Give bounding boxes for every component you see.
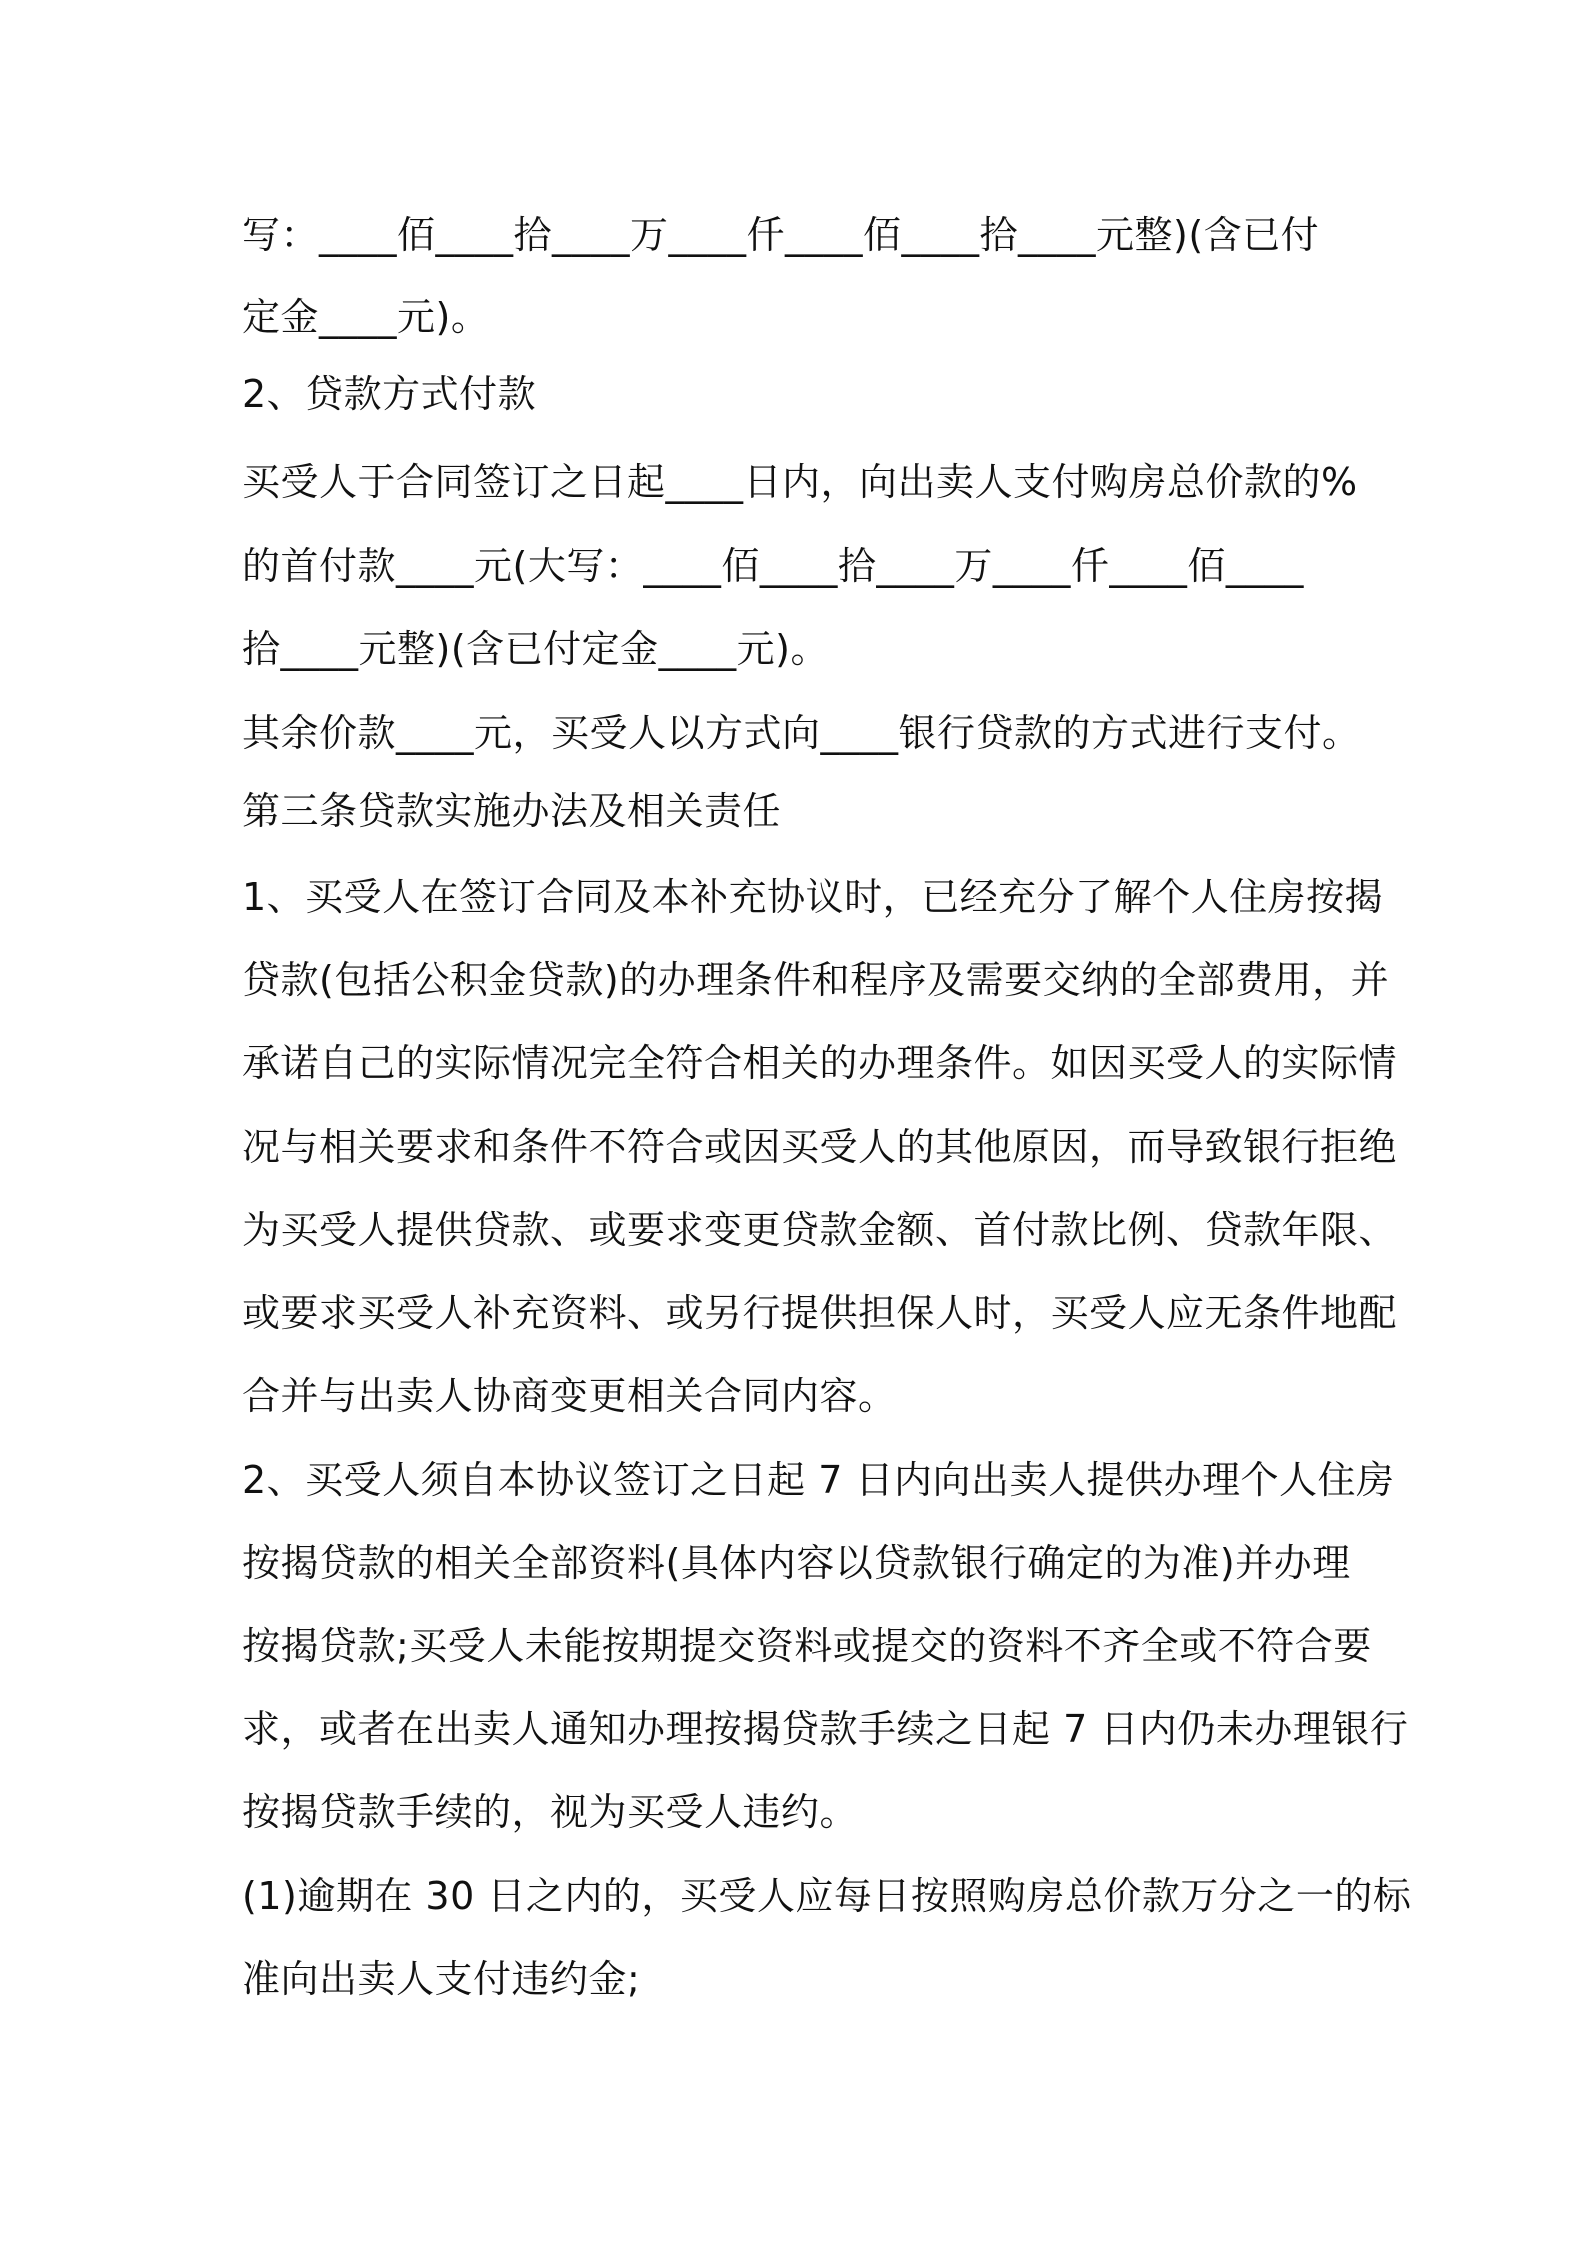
text-line: 准向出卖人支付违约金; bbox=[242, 1957, 641, 2001]
text-line: 写：____佰____拾____万____仟____佰____拾____元整)(含已付 bbox=[242, 213, 1320, 257]
text-line: (1)逾期在 30 日之内的，买受人应每日按照购房总价款万分之一的标 bbox=[242, 1874, 1412, 1918]
text-line: 按揭贷款;买受人未能按期提交资料或提交的资料不齐全或不符合要 bbox=[242, 1624, 1372, 1668]
text-line: 1、买受人在签订合同及本补充协议时，已经充分了解个人住房按揭 bbox=[242, 875, 1384, 919]
text-line: 或要求买受人补充资料、或另行提供担保人时，买受人应无条件地配 bbox=[242, 1291, 1398, 1335]
text-line: 承诺自己的实际情况完全符合相关的办理条件。如因买受人的实际情 bbox=[242, 1041, 1398, 1085]
text-line: 定金____元)。 bbox=[242, 295, 490, 339]
text-line: 况与相关要求和条件不符合或因买受人的其他原因，而导致银行拒绝 bbox=[242, 1125, 1398, 1169]
text-line: 拾____元整)(含已付定金____元)。 bbox=[242, 627, 829, 671]
section-heading: 第三条贷款实施办法及相关责任 bbox=[242, 789, 782, 833]
text-line: 为买受人提供贷款、或要求变更贷款金额、首付款比例、贷款年限、 bbox=[242, 1208, 1398, 1252]
text-line: 其余价款____元，买受人以方式向____银行贷款的方式进行支付。 bbox=[242, 711, 1361, 755]
text-line: 求，或者在出卖人通知办理按揭贷款手续之日起 7 日内仍未办理银行 bbox=[242, 1707, 1409, 1751]
text-line: 按揭贷款的相关全部资料(具体内容以贷款银行确定的为准)并办理 bbox=[242, 1541, 1351, 1585]
text-line: 按揭贷款手续的，视为买受人违约。 bbox=[242, 1790, 859, 1834]
text-line: 买受人于合同签订之日起____日内，向出卖人支付购房总价款的% bbox=[242, 460, 1358, 504]
text-line: 2、买受人须自本协议签订之日起 7 日内向出卖人提供办理个人住房 bbox=[242, 1458, 1395, 1502]
text-line: 的首付款____元(大写：____佰____拾____万____仟____佰____ bbox=[242, 544, 1304, 588]
text-line: 合并与出卖人协商变更相关合同内容。 bbox=[242, 1374, 897, 1418]
section-heading: 2、贷款方式付款 bbox=[242, 372, 537, 416]
text-line: 贷款(包括公积金贷款)的办理条件和程序及需要交纳的全部费用，并 bbox=[242, 958, 1390, 1002]
